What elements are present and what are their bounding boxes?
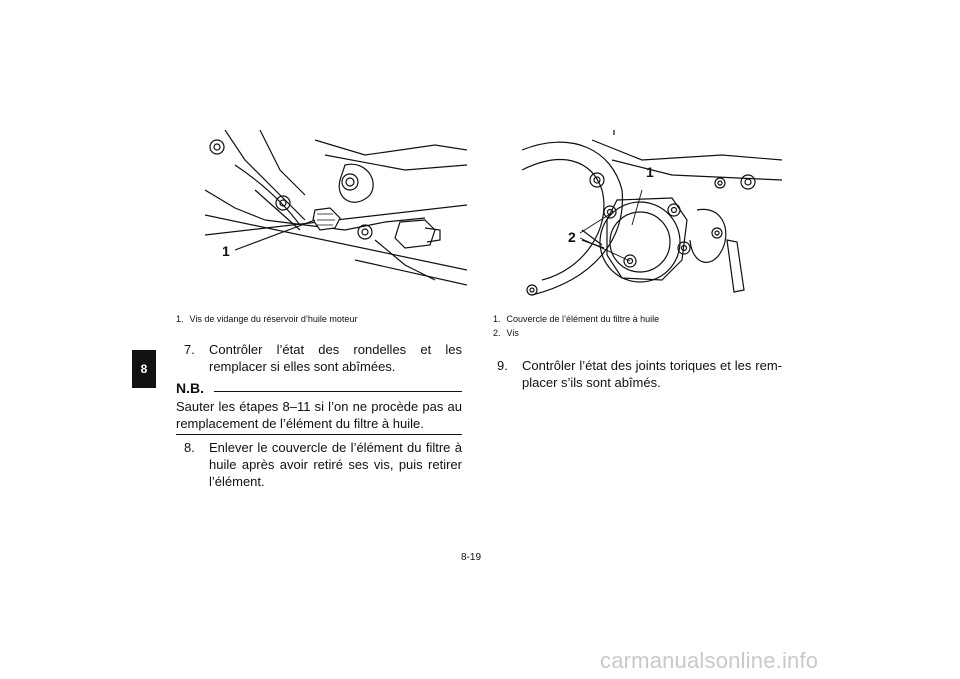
caption-line xyxy=(493,312,659,326)
note-text: Sauter les étapes 8–11 si l’on ne procède pas au remplacement de l’élément du filtre à huile. xyxy=(176,399,462,431)
step-8 xyxy=(184,439,462,490)
section-tab: 8 xyxy=(132,350,156,388)
figure-right-caption xyxy=(493,312,659,340)
step-text: Enlever le couvercle de l’élément du filtre à huile après avoir retiré ses vis, puis retirer l’élément. xyxy=(209,440,462,489)
step-number: 7. xyxy=(184,342,195,357)
figure-right-callout-2: 2 xyxy=(568,229,576,245)
watermark: carmanualsonline.info xyxy=(600,648,819,673)
step-7 xyxy=(184,341,462,375)
note-divider-top xyxy=(214,391,462,392)
oil-filter-cover-illustration xyxy=(522,130,782,300)
drain-bolt-illustration xyxy=(205,130,467,300)
figure-right-callout-1: 1 xyxy=(646,164,654,180)
step-text: Contrôler l’état des rondelles et les remplacer si elles sont abîmées. xyxy=(209,342,462,374)
caption-text: Vis de vidange du réservoir d’huile moteur xyxy=(189,314,358,324)
caption-number: 1. xyxy=(176,314,184,324)
note-divider-bottom xyxy=(176,434,462,435)
step-number: 9. xyxy=(497,358,508,373)
figure-left-callout-1: 1 xyxy=(222,243,230,259)
caption-text: Couvercle de l’élément du filtre à huile xyxy=(506,314,660,324)
step-9 xyxy=(497,357,782,391)
step-number: 8. xyxy=(184,440,195,455)
caption-line xyxy=(493,326,659,340)
step-text: Contrôler l’état des joints toriques et les rem-placer s’ils sont abîmés. xyxy=(522,358,782,390)
figure-left-caption xyxy=(176,312,357,326)
page-number: 8-19 xyxy=(461,552,482,563)
caption-text: Vis xyxy=(506,328,519,338)
caption-number: 2. xyxy=(493,328,501,338)
note-title: N.B. xyxy=(176,380,204,396)
caption-number: 1. xyxy=(493,314,501,324)
